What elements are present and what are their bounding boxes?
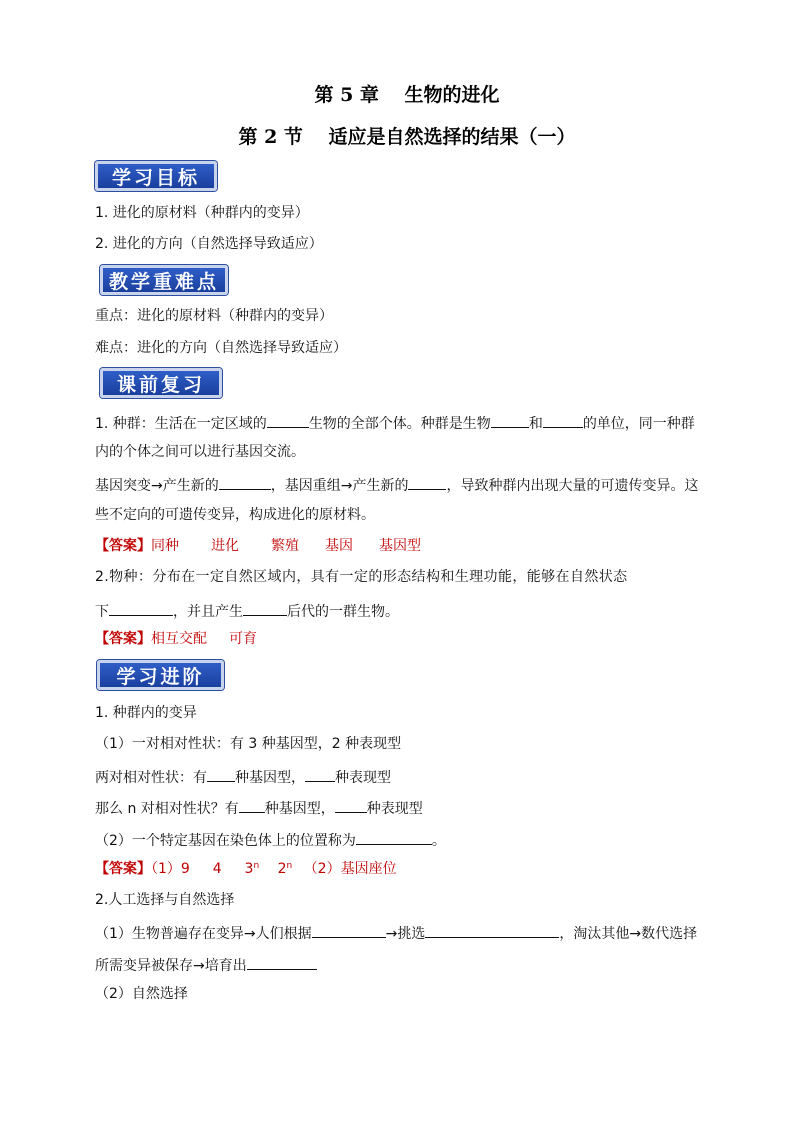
review-q2-line1: 2.物种：分布在一定自然区域内，具有一定的形态结构和生理功能，能够在自然状态	[95, 569, 628, 585]
text: ，基因重组→产生新的	[270, 478, 409, 494]
text: ，导致种群内出现大量的可遗传变异。这	[446, 478, 699, 494]
key-point-difficulty: 难点：进化的方向（自然选择导致适应）	[95, 340, 347, 356]
blank	[219, 473, 271, 490]
answer-value: 同种	[151, 538, 179, 554]
text: 下	[95, 604, 109, 620]
blank	[356, 828, 432, 845]
answer-value: 进化	[211, 538, 239, 554]
advance-s2-title: 2.人工选择与自然选择	[95, 892, 235, 908]
advance-s1-p1: （1）一对相对性状：有 3 种基因型，2 种表现型	[95, 736, 402, 752]
badge-key-points: 教学重难点	[100, 265, 228, 295]
advance-s2-p1	[95, 921, 705, 944]
text: 种表现型	[366, 801, 423, 817]
review-q1-line1	[95, 411, 705, 434]
answer-value: 基因	[325, 538, 353, 554]
text: 的单位，同一种群	[582, 416, 695, 432]
blank	[335, 796, 367, 813]
advance-s1-p2	[95, 765, 705, 788]
blank	[425, 921, 559, 938]
text: 基因突变→产生新的	[95, 478, 219, 494]
answer-superscript: n	[286, 861, 293, 871]
text: 。	[431, 833, 446, 849]
answer-value: （2）基因座位	[292, 861, 397, 877]
advance-s1-p3	[95, 796, 705, 819]
text: （1）生物普遍存在变异→人们根据	[95, 926, 312, 942]
answer-line-3	[95, 859, 705, 879]
text: ，并且产生	[173, 604, 243, 620]
advance-s1-p4	[95, 828, 705, 851]
text: 种基因型，	[264, 801, 335, 817]
goal-item-1: 1. 进化的原材料（种群内的变异）	[95, 205, 309, 221]
text: 所需变异被保存→培育出	[95, 958, 247, 974]
blank	[243, 599, 287, 616]
answer-tag: 【答案】	[95, 631, 151, 647]
text: 1. 种群：生活在一定区域的	[95, 416, 267, 432]
goal-item-2: 2. 进化的方向（自然选择导致适应）	[95, 236, 323, 252]
review-q2-line2	[95, 599, 705, 622]
answer-value: 基因型	[379, 538, 421, 554]
answer-value: 相互交配	[151, 631, 207, 647]
answer-line-2	[95, 629, 705, 649]
blank	[239, 796, 265, 813]
text: 那么 n 对相对性状？有	[95, 801, 239, 817]
text: （2）一个特定基因在染色体上的位置称为	[95, 833, 356, 849]
answer-value: 繁殖	[271, 538, 299, 554]
badge-learning-advance: 学习进阶	[97, 660, 224, 690]
text: →挑选	[385, 926, 426, 942]
key-point-focus: 重点：进化的原材料（种群内的变异）	[95, 308, 333, 324]
blank	[312, 921, 386, 938]
blank	[408, 473, 446, 490]
section-title: 第 2 节 适应是自然选择的结果（一）	[238, 126, 576, 148]
text: ，淘汰其他→数代选择	[559, 926, 698, 942]
advance-s1-title: 1. 种群内的变异	[95, 705, 197, 721]
badge-learning-goals: 学习目标	[95, 161, 217, 191]
badge-pre-class-review: 课前复习	[100, 368, 222, 398]
blank	[543, 411, 583, 428]
blank	[305, 765, 335, 782]
answer-line-1	[95, 536, 705, 556]
answer-tag: 【答案】	[95, 861, 151, 877]
review-q1-line3	[95, 473, 705, 496]
text: 两对相对性状：有	[95, 770, 207, 786]
review-q1-line2: 内的个体之间可以进行基因交流。	[95, 444, 305, 460]
blank	[109, 599, 173, 616]
blank	[207, 765, 235, 782]
text: 种基因型，	[235, 770, 305, 786]
text: 种表现型	[335, 770, 391, 786]
answer-value: 可育	[229, 631, 257, 647]
blank	[491, 411, 529, 428]
answer-superscript: n	[253, 861, 260, 871]
text: 后代的一群生物。	[287, 604, 399, 620]
answer-tag: 【答案】	[95, 538, 151, 554]
advance-s2-p3: （2）自然选择	[95, 986, 188, 1002]
answer-value: 2	[259, 861, 287, 877]
text: 和	[528, 416, 543, 432]
chapter-title: 第 5 章 生物的进化	[314, 84, 500, 106]
blank	[267, 411, 309, 428]
review-q1-line4: 些不定向的可遗传变异，构成进化的原材料。	[95, 507, 375, 523]
answer-value: （1）9 4 3	[151, 861, 254, 877]
advance-s2-p2	[95, 953, 705, 976]
blank	[247, 953, 317, 970]
text: 生物的全部个体。种群是生物	[308, 416, 491, 432]
